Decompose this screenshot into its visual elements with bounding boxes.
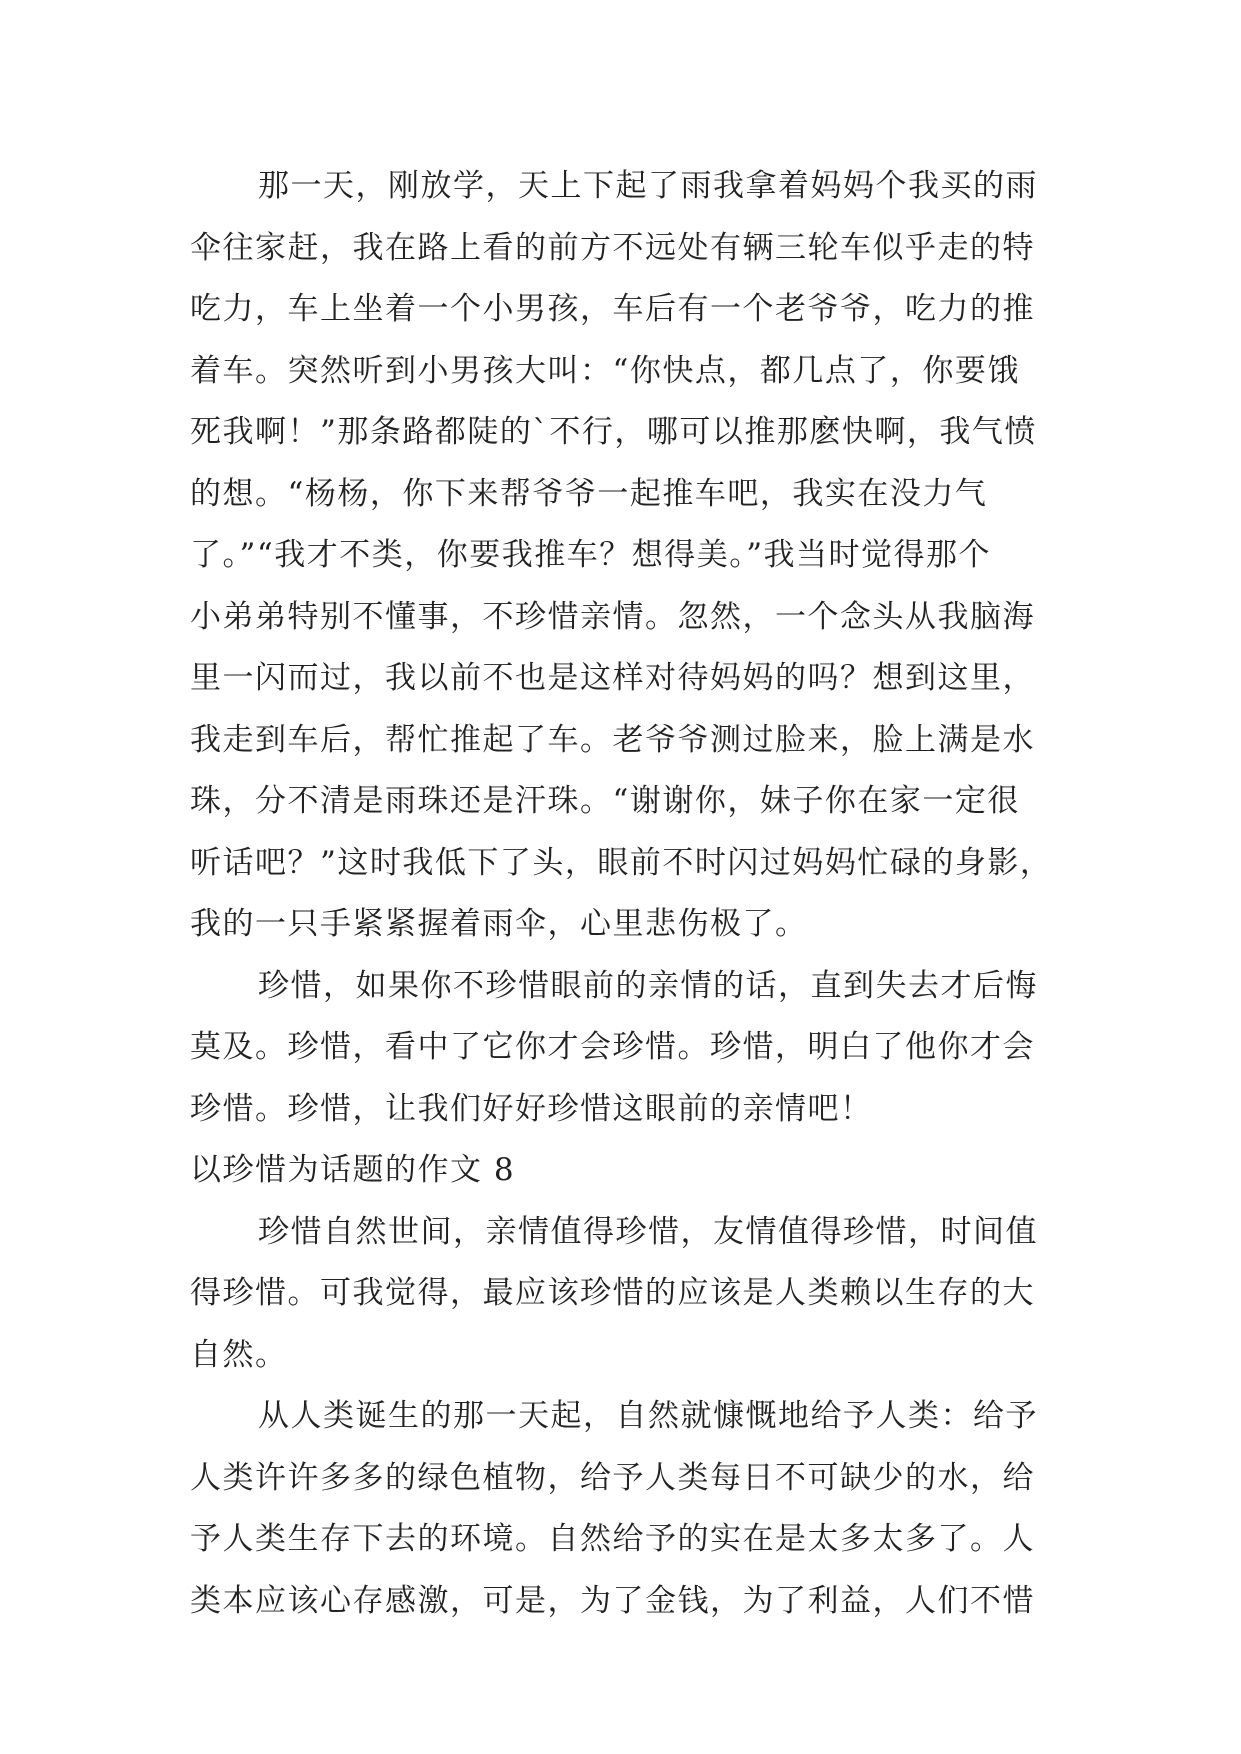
paragraph-line: 莫及。珍惜，看中了它你才会珍惜。珍惜，明白了他你才会 (190, 1029, 1035, 1065)
paragraph-line: 我的一只手紧紧握着雨伞，心里悲伤极了。 (190, 906, 808, 942)
paragraph-line: 从人类诞生的那一天起，自然就慷慨地给予人类：给予 (258, 1398, 1038, 1434)
paragraph-line: 了。”“我才不类，你要我推车？想得美。”我当时觉得那个 (190, 537, 992, 573)
paragraph-line: 听话吧？”这时我低下了头，眼前不时闪过妈妈忙碌的身影， (190, 844, 1053, 881)
paragraph-line: 珍惜自然世间，亲情值得珍惜，友情值得珍惜，时间值 (258, 1213, 1038, 1250)
section-heading: 以珍惜为话题的作文 8 (190, 1152, 516, 1188)
paragraph-line: 类本应该心存感激，可是，为了金钱，为了利益，人们不惜 (190, 1582, 1035, 1619)
paragraph-line: 得珍惜。可我觉得，最应该珍惜的应该是人类赖以生存的大 (190, 1275, 1035, 1311)
paragraph-line: 死我啊！”那条路都陡的`不行，哪可以推那麽快啊，我气愤 (190, 414, 1037, 450)
paragraph-line: 予人类生存下去的环境。自然给予的实在是太多太多了。人 (190, 1521, 1035, 1557)
paragraph-line: 人类许许多多的绿色植物，给予人类每日不可缺少的水，给 (190, 1459, 1035, 1496)
paragraph-line: 伞往家赶，我在路上看的前方不远处有辆三轮车似乎走的特 (190, 229, 1035, 266)
paragraph-line: 自然。 (190, 1336, 288, 1373)
paragraph-line: 珍惜，如果你不珍惜眼前的亲情的话，直到失去才后悔 (258, 967, 1038, 1004)
paragraph-line: 那一天，刚放学，天上下起了雨我拿着妈妈个我买的雨 (258, 168, 1038, 204)
paragraph-line: 吃力，车上坐着一个小男孩，车后有一个老爷爷，吃力的推 (190, 291, 1035, 327)
document-body (190, 156, 1070, 1632)
paragraph-line: 我走到车后，帮忙推起了车。老爷爷测过脸来，脸上满是水 (190, 721, 1035, 758)
paragraph-line: 小弟弟特别不懂事，不珍惜亲情。忽然，一个念头从我脑海 (190, 598, 1035, 635)
paragraph-line: 珍惜。珍惜，让我们好好珍惜这眼前的亲情吧！ (190, 1090, 873, 1127)
paragraph-line: 里一闪而过，我以前不也是这样对待妈妈的吗？想到这里， (190, 660, 1035, 696)
paragraph-line: 着车。突然听到小男孩大叫：“你快点，都几点了，你要饿 (190, 352, 1020, 389)
paragraph-line: 珠，分不清是雨珠还是汗珠。“谢谢你，妹子你在家一定很 (190, 783, 1020, 819)
paragraph-line: 的想。“杨杨，你下来帮爷爷一起推车吧，我实在没力气 (190, 475, 988, 512)
